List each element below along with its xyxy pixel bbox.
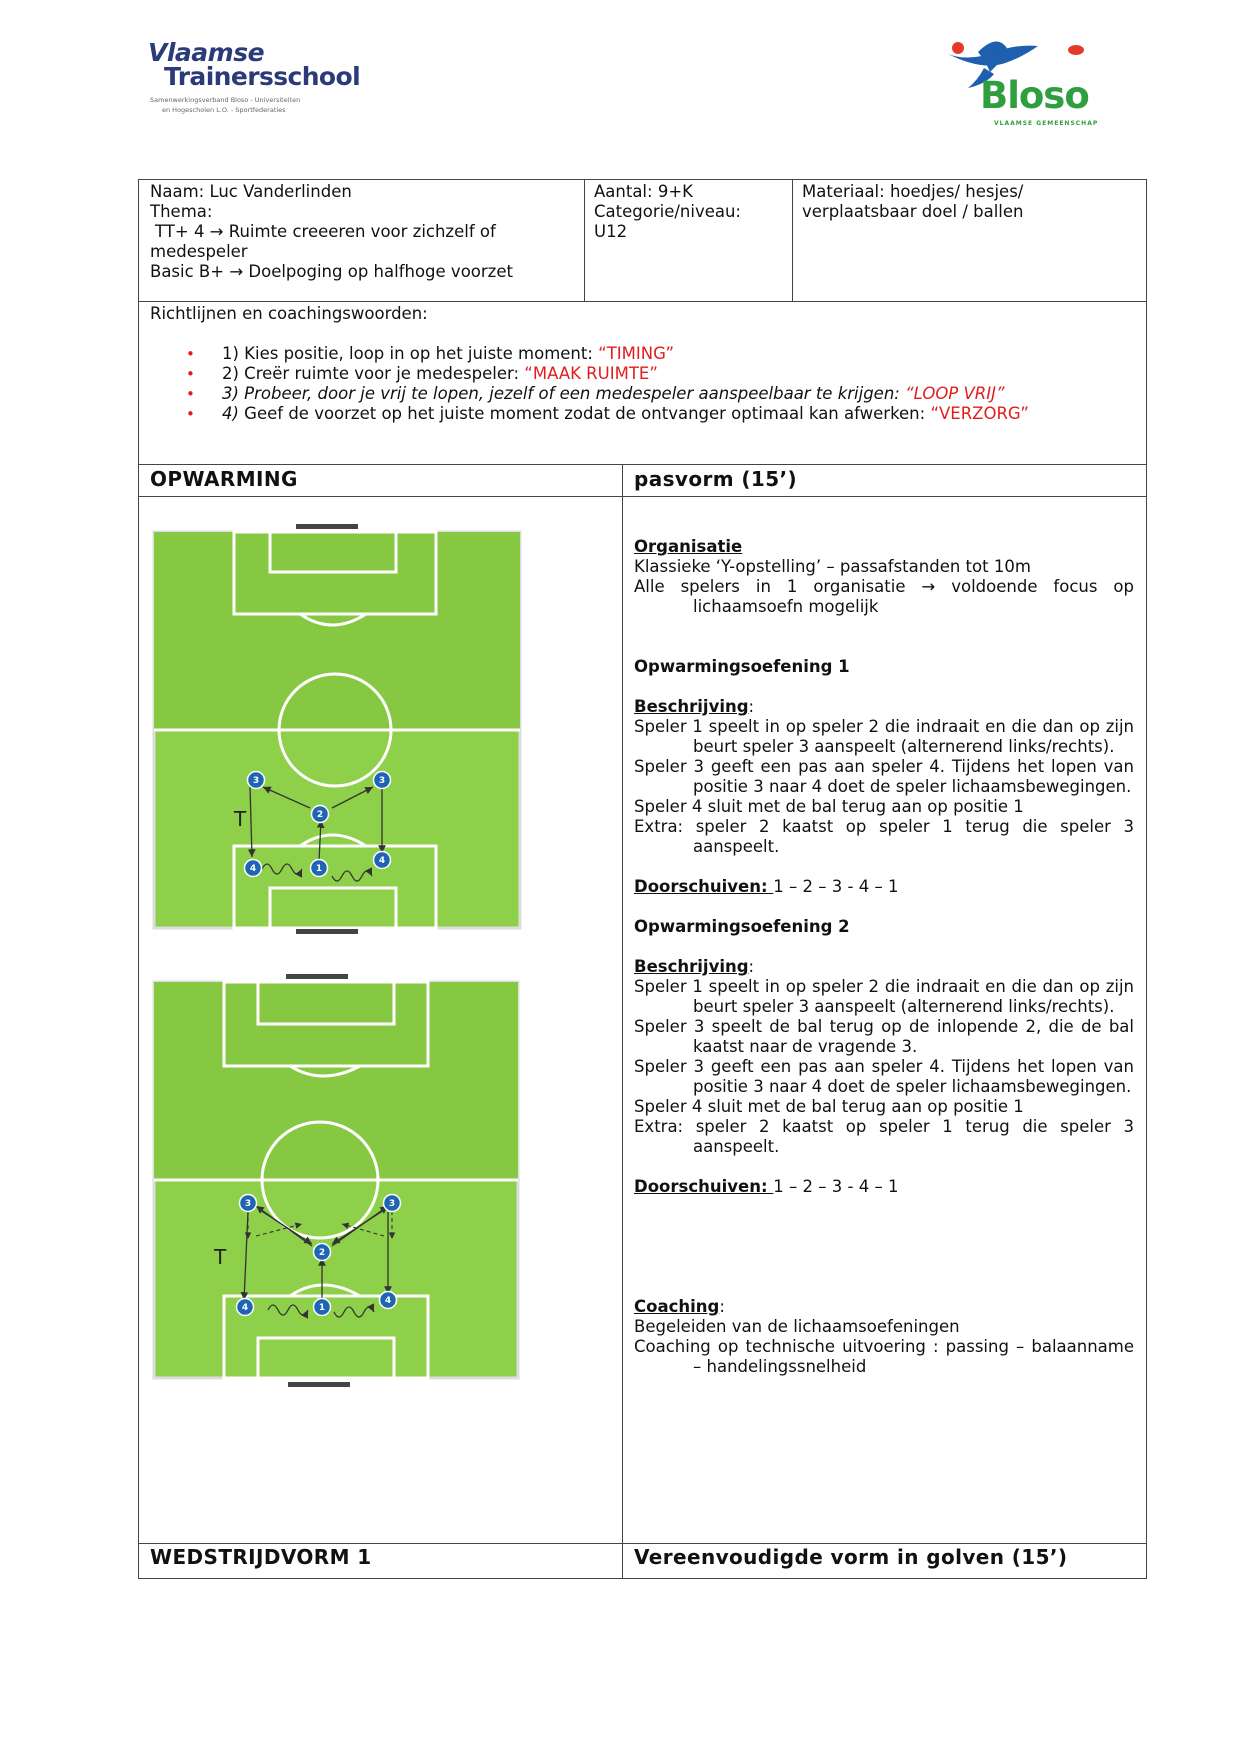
- logo-text-line2: Trainersschool: [164, 62, 361, 91]
- pitch-diagram-1: [152, 524, 522, 934]
- organisatie-line-1: Klassieke ‘Y-opstelling’ – passafstanden tot 10m: [634, 557, 1031, 576]
- bullet-icon: •: [186, 345, 195, 363]
- exercise-2-step: Speler 4 sluit met de bal terug aan op positie 1: [634, 1097, 1024, 1116]
- player-label: 4: [241, 1303, 249, 1313]
- logo-text-line1: Vlaamse: [148, 38, 265, 67]
- exercise-1-title: Opwarmingsoefening 1: [634, 657, 850, 676]
- bullet-icon: •: [186, 365, 195, 383]
- wedstrijdvorm-title: WEDSTRIJDVORM 1: [150, 1545, 372, 1569]
- aantal: Aantal: 9+K: [594, 182, 693, 201]
- keyword: “MAAK RUIMTE”: [524, 364, 658, 383]
- timing-label: T: [214, 1245, 227, 1269]
- player-label: 1: [318, 1303, 326, 1313]
- pasvorm-title: pasvorm (15’): [634, 467, 798, 491]
- bloso-logo: [938, 32, 1128, 132]
- player-label: 1: [315, 864, 323, 874]
- training-sheet: [138, 179, 1146, 1579]
- trainer-name: Naam: Luc Vanderlinden: [150, 182, 352, 201]
- pitch-diagram-2: [152, 974, 522, 1394]
- player-label: 3: [244, 1199, 252, 1209]
- player-label: 3: [378, 776, 386, 786]
- player-label: 3: [388, 1199, 396, 1209]
- exercise-1-step: Extra: speler 2 kaatst op speler 1 terug die speler 3 aanspeelt.: [634, 817, 1134, 856]
- exercise-1-step: Speler 3 geeft een pas aan speler 4. Tijdens het lopen van positie 3 naar 4 doet de speler lichaamsbewegingen.: [634, 757, 1134, 796]
- logo-subtext-1: Samenwerkingsverband Bloso - Universiteiten: [150, 96, 301, 104]
- thema-line-1: TT+ 4 → Ruimte creeeren voor zichzelf of: [155, 222, 496, 241]
- guidelines-cell: Richtlijnen en coachingswoorden: • 1) Kies positie, loop in op het juiste moment: “TIMING” • 2) Creër ruimte voor je medespeler: “MAAK RUIMTE” • 3) Probeer, door je vrij te lopen, jezelf of een medespeler aanspeelbaar te krijgen: “LOOP VRIJ” • 4) Geef de voorzet op het juiste moment zodat de ontvanger optimaal kan afwerken: “VERZORG”: [150, 304, 1029, 423]
- bloso-subtext: VLAAMSE GEMEENSCHAP: [994, 120, 1099, 127]
- exercise-2-step: Speler 1 speelt in op speler 2 die indraait en die dan op zijn beurt speler 3 aanspeelt (alternerend links/rechts).: [634, 977, 1134, 1016]
- organisatie-line-2: Alle spelers in 1 organisatie → voldoende focus op lichaamsoefn mogelijk: [634, 577, 1134, 616]
- beschrijving-title: Beschrijving: [634, 697, 749, 716]
- doorschuiven-value: 1 – 2 – 3 - 4 – 1: [773, 877, 899, 896]
- coaching-line-2: Coaching op technische uitvoering : passing – balaanname – handelingssnelheid: [634, 1337, 1134, 1376]
- exercise-1-step: Speler 1 speelt in op speler 2 die indraait en die dan op zijn beurt speler 3 aanspeelt (alternerend links/rechts).: [634, 717, 1134, 756]
- player-label: 4: [384, 1296, 392, 1306]
- bloso-wordmark: Bloso: [980, 74, 1089, 117]
- header-aantal-cell: [594, 182, 784, 242]
- exercise-description: Organisatie Klassieke ‘Y-opstelling’ – passafstanden tot 10m Alle spelers in 1 organisatie → voldoende focus op lichaamsoefn mogelijk Opwarmingsoefening 1 Beschrijving: Speler 1 speelt in op speler 2 die indraait en die dan op zijn beurt speler 3 aanspeelt (alternerend links/rechts). Speler 3 geeft een pas aan speler 4. Tijdens het lopen van positie 3 naar 4 doet de speler lichaamsbewegingen. Speler 4 sluit met de bal terug aan op positie 1 Extra: speler 2 kaatst op speler 1 terug die speler 3 aanspeelt. Doorschuiven: 1 – 2 – 3 - 4 – 1 Opwarmingsoefening 2 Beschrijving: Speler 1 speelt in op speler 2 die indraait en die dan op zijn beurt speler 3 aanspeelt (alternerend links/rechts). Speler 3 speelt de bal terug op de inlopende 2, die de bal kaatst naar de vragende 3. Speler 3 geeft een pas aan speler 4. Tijdens het lopen van positie 3 naar 4 doet de speler lichaamsbewegingen. Speler 4 sluit met de bal terug aan op positie 1 Extra: speler 2 kaatst op speler 1 terug die speler 3 aanspeelt. Doorschuiven: 1 – 2 – 3 - 4 – 1 Coaching: Begeleiden van de lichaamsoefeningen Coaching op technische uitvoering : passing – balaanname – handelingssnelheid: [634, 537, 1134, 1376]
- player-label: 3: [252, 776, 260, 786]
- vlaamse-trainersschool-logo: [148, 38, 378, 118]
- guidelines-title: Richtlijnen en coachingswoorden:: [150, 304, 428, 323]
- player-label: 2: [316, 810, 324, 820]
- thema-line-3: Basic B+ → Doelpoging op halfhoge voorzet: [150, 262, 513, 281]
- niveau: U12: [594, 222, 628, 241]
- doorschuiven-label: Doorschuiven:: [634, 1177, 774, 1196]
- coaching-title: Coaching: [634, 1297, 720, 1316]
- coaching-line-1: Begeleiden van de lichaamsoefeningen: [634, 1317, 960, 1336]
- exercise-1-step: Speler 4 sluit met de bal terug aan op positie 1: [634, 797, 1024, 816]
- vereenvoudigde-vorm-title: Vereenvoudigde vorm in golven (15’): [634, 1545, 1068, 1569]
- thema-line-2: medespeler: [150, 242, 248, 261]
- beschrijving-title: Beschrijving: [634, 957, 749, 976]
- doorschuiven-label: Doorschuiven:: [634, 877, 774, 896]
- player-label: 2: [318, 1248, 326, 1258]
- header-materiaal-cell: [802, 182, 1132, 222]
- keyword: “LOOP VRIJ”: [905, 384, 1005, 403]
- opwarming-title: OPWARMING: [150, 467, 298, 491]
- player-label: 4: [249, 864, 257, 874]
- exercise-2-title: Opwarmingsoefening 2: [634, 917, 850, 936]
- categorie-label: Categorie/niveau:: [594, 202, 741, 221]
- doorschuiven-value: 1 – 2 – 3 - 4 – 1: [773, 1177, 899, 1196]
- thema-label: Thema:: [150, 202, 213, 221]
- keyword: “VERZORG”: [930, 404, 1029, 423]
- exercise-2-step: Extra: speler 2 kaatst op speler 1 terug die speler 3 aanspeelt.: [634, 1117, 1134, 1156]
- header-info-cell: [150, 182, 575, 282]
- bullet-icon: •: [186, 385, 195, 403]
- materiaal-line-1: Materiaal: hoedjes/ hesjes/: [802, 182, 1024, 201]
- bullet-icon: •: [186, 405, 195, 423]
- keyword: “TIMING”: [598, 344, 675, 363]
- materiaal-line-2: verplaatsbaar doel / ballen: [802, 202, 1024, 221]
- timing-label: T: [234, 807, 247, 831]
- organisatie-title: Organisatie: [634, 537, 743, 556]
- exercise-2-step: Speler 3 speelt de bal terug op de inlopende 2, die de bal kaatst naar de vragende 3.: [634, 1017, 1134, 1056]
- exercise-2-step: Speler 3 geeft een pas aan speler 4. Tijdens het lopen van positie 3 naar 4 doet de speler lichaamsbewegingen.: [634, 1057, 1134, 1096]
- player-label: 4: [378, 856, 386, 866]
- logo-subtext-2: en Hogescholen L.O. - Sportfederaties: [162, 106, 286, 114]
